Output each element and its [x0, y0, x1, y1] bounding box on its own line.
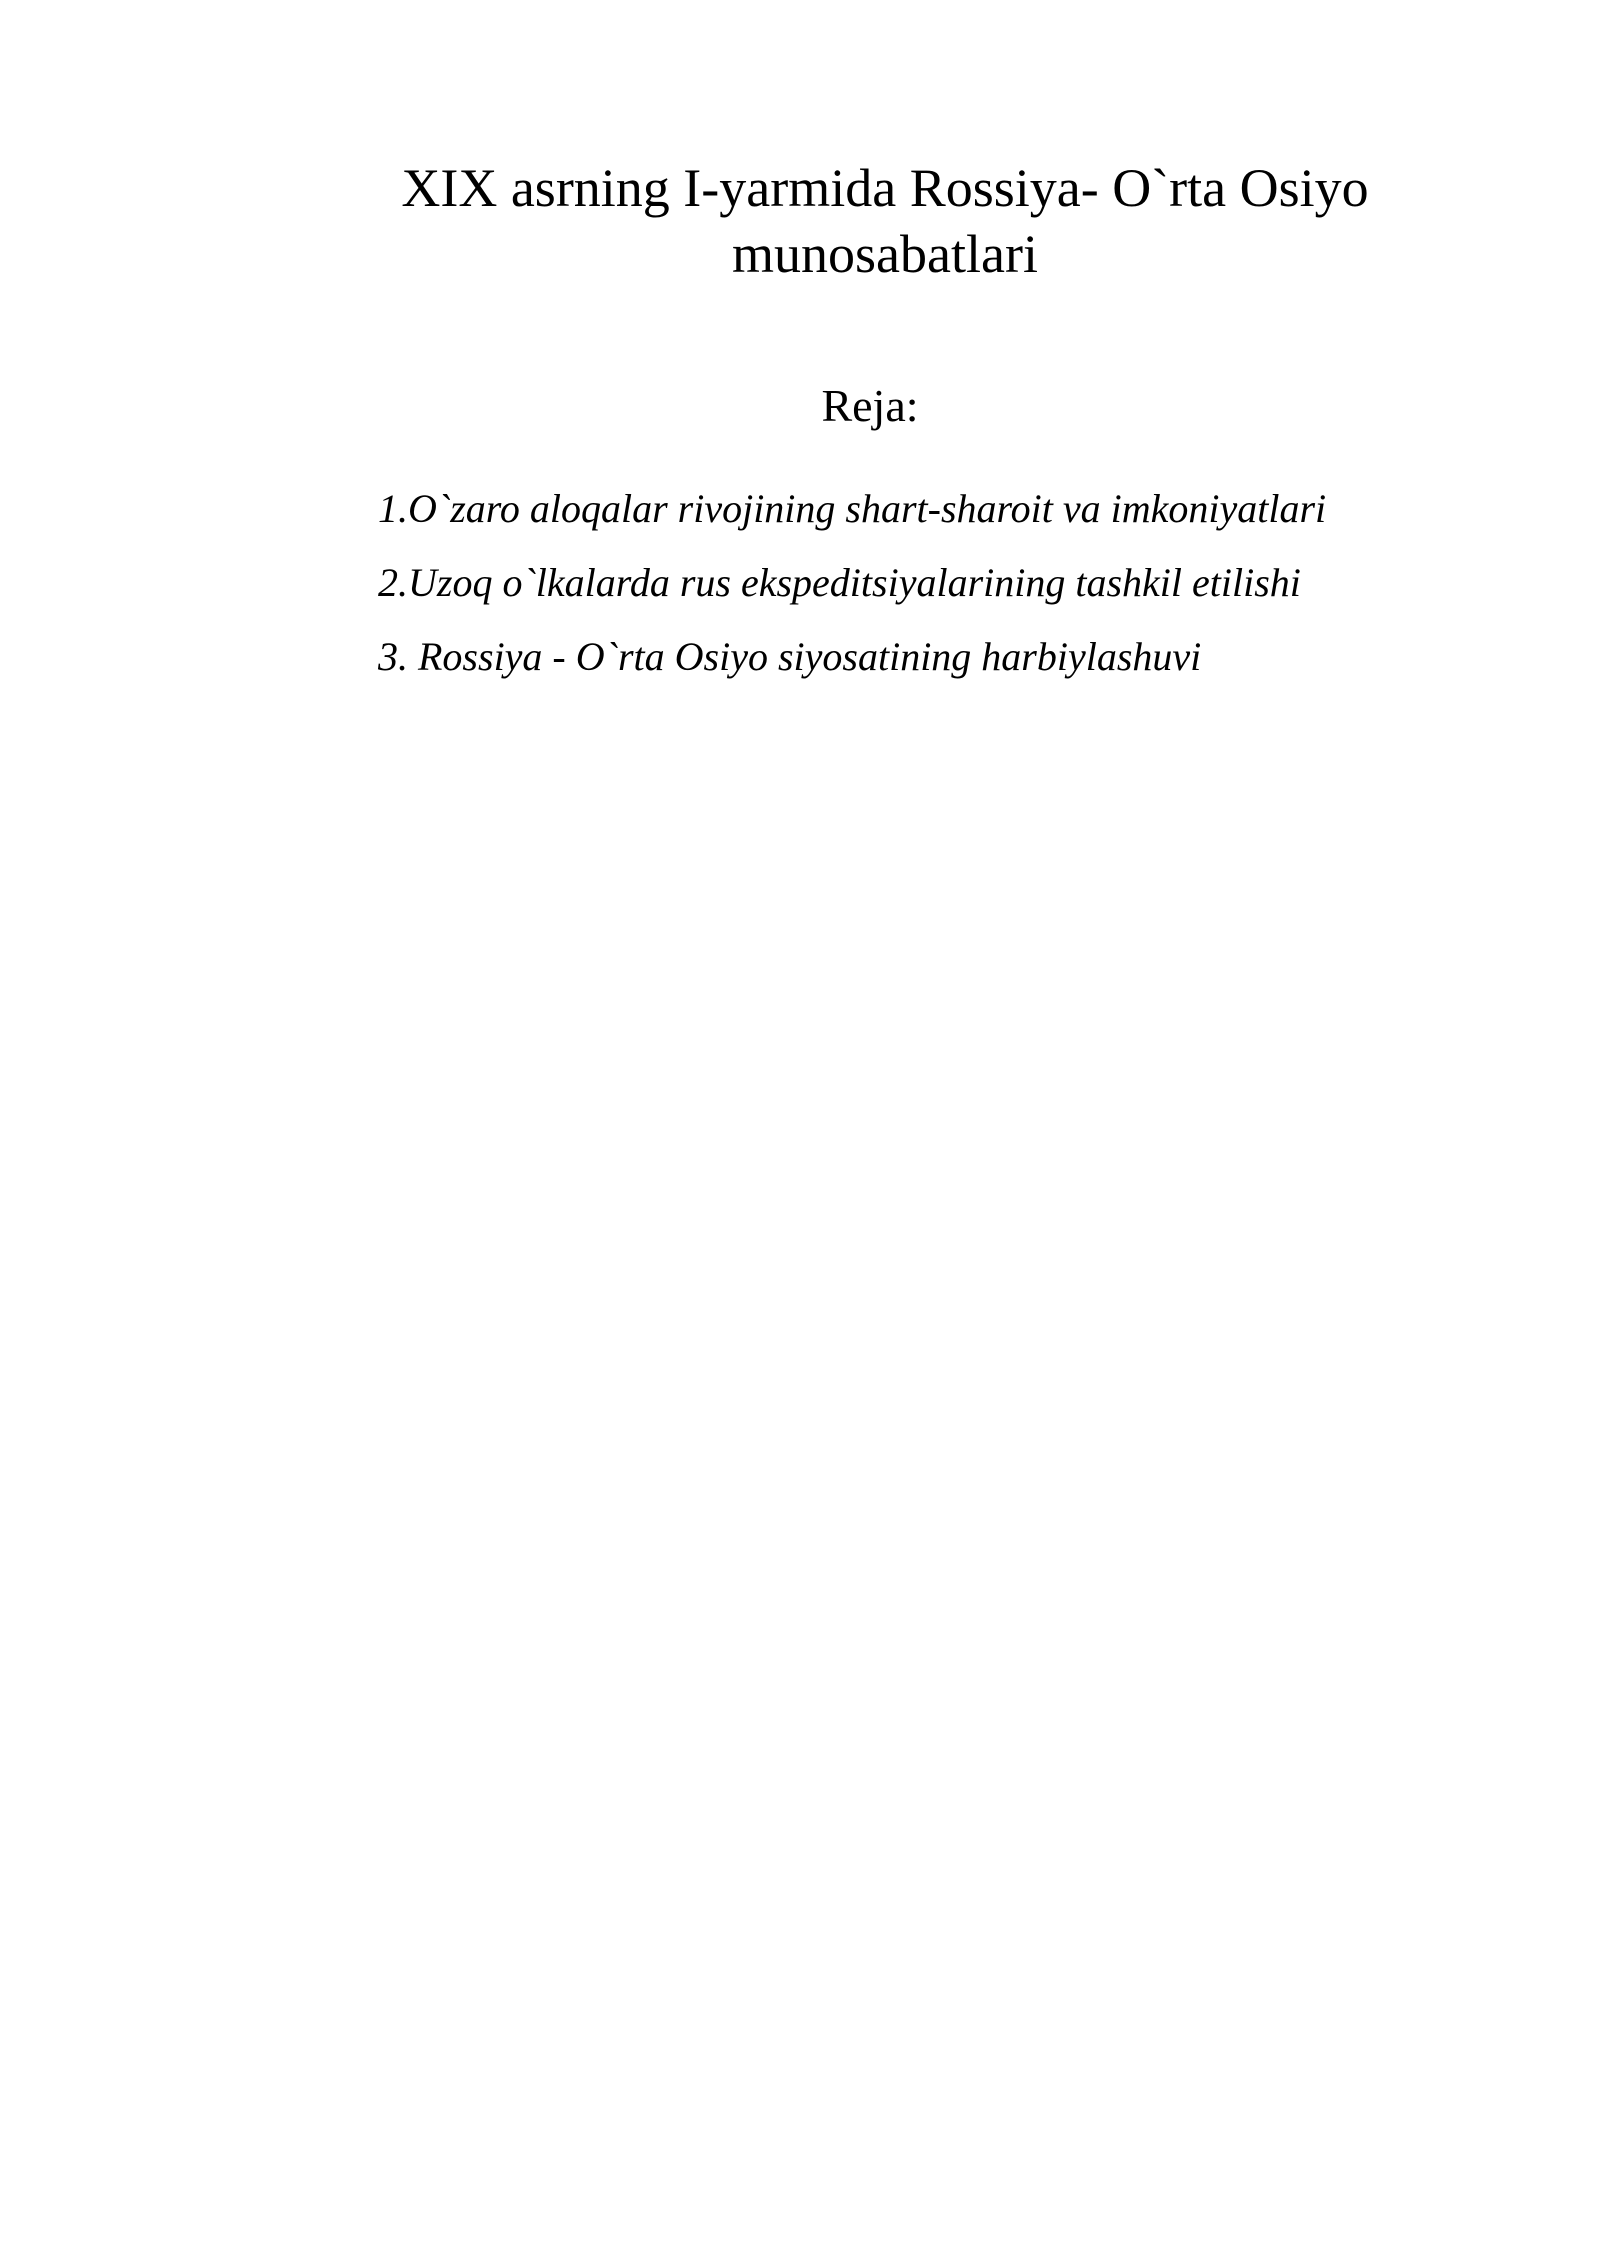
plan-item-3: 3. Rossiya - O`rta Osiyo siyosatining harbiylashuvi — [378, 634, 1202, 679]
plan-item-1: 1.O`zaro aloqalar rivojining shart-sharoit va imkoniyatlari — [378, 486, 1327, 531]
title-line-2: munosabatlari — [732, 224, 1038, 284]
document-title — [300, 155, 1470, 287]
plan-list — [378, 484, 1326, 706]
title-line-1: XIX asrning I-yarmida Rossiya- O`rta Osiyo — [401, 158, 1369, 218]
plan-heading: Reja: — [821, 380, 919, 431]
plan-item-2: 2.Uzoq o`lkalarda rus ekspeditsiyalarining tashkil etilishi — [378, 560, 1301, 605]
